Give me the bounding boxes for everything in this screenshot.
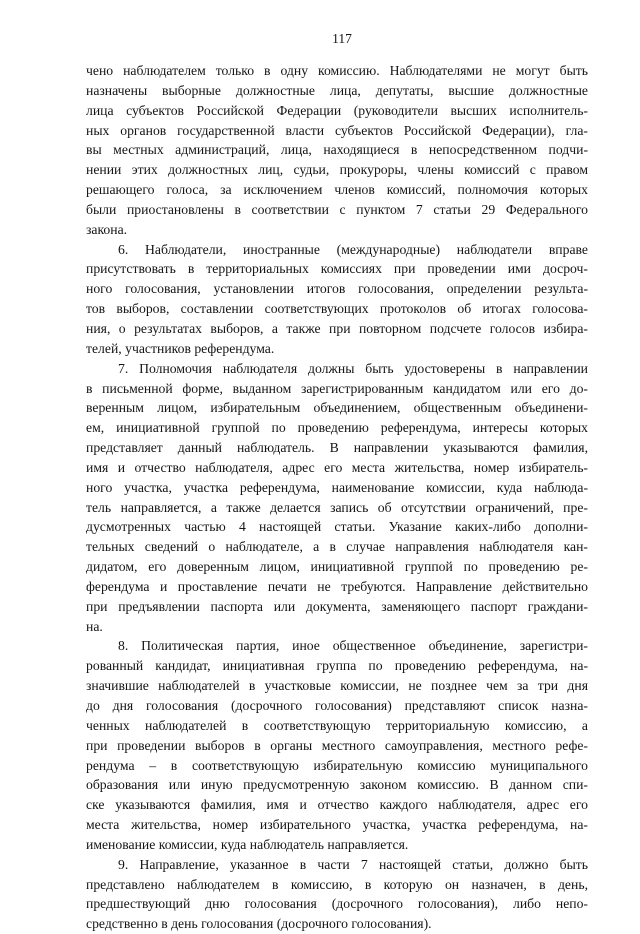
text-line: значившие наблюдателей в участковые комиссии, не позднее чем за три дня <box>86 678 588 694</box>
text-line: 9. Направление, указанное в части 7 настоящей статьи, должно быть <box>118 856 588 872</box>
text-line: при проведении выборов в органы местного самоуправления, местного рефе- <box>86 737 588 753</box>
text-line: тель направляется, а также делается запись об отсутствии ограничений, пре- <box>86 499 588 515</box>
text-line: ске указываются фамилия, имя и отчество каждого наблюдателя, адрес его <box>86 797 588 813</box>
page-number: 117 <box>332 31 352 46</box>
text-line: назначены выборные должностные лица, депутаты, высшие должностные <box>86 82 588 98</box>
text-line: рендума – в соответствующую избирательную комиссию муниципального <box>86 757 588 773</box>
text-line: нении этих должностных лиц, судьи, прокуроры, члены комиссий с правом <box>86 162 588 178</box>
text-line: ных органов государственной власти субъектов Российской Федерации), гла- <box>86 122 588 138</box>
text-line: в письменной форме, выданном зарегистрированным кандидатом или его до- <box>86 380 588 396</box>
text-line: имя и отчество наблюдателя, адрес его места жительства, номер избиратель- <box>86 459 588 475</box>
text-line: тов выборов, составлении соответствующих протоколов об итогах голосова- <box>86 301 588 317</box>
text-line: при предъявлении паспорта или документа, заменяющего паспорт граждани- <box>86 598 588 614</box>
document-body <box>86 61 588 934</box>
paragraph-p9 <box>86 855 588 934</box>
text-line: ем, инициативной группой по проведению референдума, интересы которых <box>86 420 588 436</box>
text-line: ния, о результатах выборов, а также при повторном подсчете голосов избира- <box>86 320 588 336</box>
text-line: предшествующий дню голосования (досрочного голосования), либо непо- <box>86 896 588 912</box>
text-line: тельных сведений о наблюдателе, а в случае направления наблюдателя кан- <box>86 539 588 555</box>
text-line: ченных наблюдателей в соответствующую территориальную комиссию, а <box>86 717 588 733</box>
text-line: до дня голосования (досрочного голосования) представляют список назна- <box>86 698 588 713</box>
paragraph-p8 <box>86 636 588 854</box>
text-line: представлено наблюдателем в комиссию, в которую он назначен, в день, <box>86 876 588 892</box>
text-line: рованный кандидат, инициативная группа по проведению референдума, на- <box>86 658 588 674</box>
text-line: 7. Полномочия наблюдателя должны быть удостоверены в направлении <box>118 360 588 376</box>
text-line: 6. Наблюдатели, иностранные (международные) наблюдатели вправе <box>118 241 588 257</box>
text-line: чено наблюдателем только в одну комиссию. Наблюдателями не могут быть <box>86 63 588 78</box>
text-line: дусмотренных частью 4 настоящей статьи. Указание каких-либо дополни- <box>86 519 588 535</box>
text-line: ного голосования, установлении итогов голосования, определении результа- <box>86 281 588 297</box>
text-line: средственно в день голосования (досрочного голосования). <box>86 916 432 932</box>
text-line: присутствовать в территориальных комиссиях при проведении ими досроч- <box>86 261 588 277</box>
text-line: образования или иную предусмотренную законом комиссию. В данном спи- <box>86 777 588 793</box>
text-line: 8. Политическая партия, иное общественное объединение, зарегистри- <box>118 638 588 654</box>
text-line: дидатом, его доверенным лицом, инициативной группой по проведению ре- <box>86 559 588 575</box>
paragraph-p7 <box>86 359 588 637</box>
text-line: решающего голоса, за исключением членов комиссий, полномочия которых <box>86 182 588 198</box>
text-line: ного участка, участка референдума, наименование комиссии, куда наблюда- <box>86 479 588 495</box>
paragraph-p6 <box>86 240 588 359</box>
text-line: закона. <box>86 221 128 237</box>
text-line: именование комиссии, куда наблюдатель направляется. <box>86 836 409 852</box>
paragraph-p5-cont <box>86 61 588 240</box>
text-line: представляет данный наблюдатель. В направлении указываются фамилия, <box>86 440 588 456</box>
text-line: были приостановлены в соответствии с пунктом 7 статьи 29 Федерального <box>86 201 588 217</box>
text-line: телей, участников референдума. <box>86 340 275 356</box>
text-line: ферендума и проставление печати не требуются. Направление действительно <box>86 578 588 594</box>
text-line: вы местных администраций, лица, находящиеся в непосредственном подчи- <box>86 142 588 158</box>
text-line: лица субъектов Российской Федерации (руководители высших исполнитель- <box>86 102 588 118</box>
text-line: на. <box>86 618 103 634</box>
text-line: веренным лицом, избирательным объединением, общественным объединени- <box>86 400 588 416</box>
text-line: места жительства, номер избирательного участка, участка референдума, на- <box>86 817 588 833</box>
